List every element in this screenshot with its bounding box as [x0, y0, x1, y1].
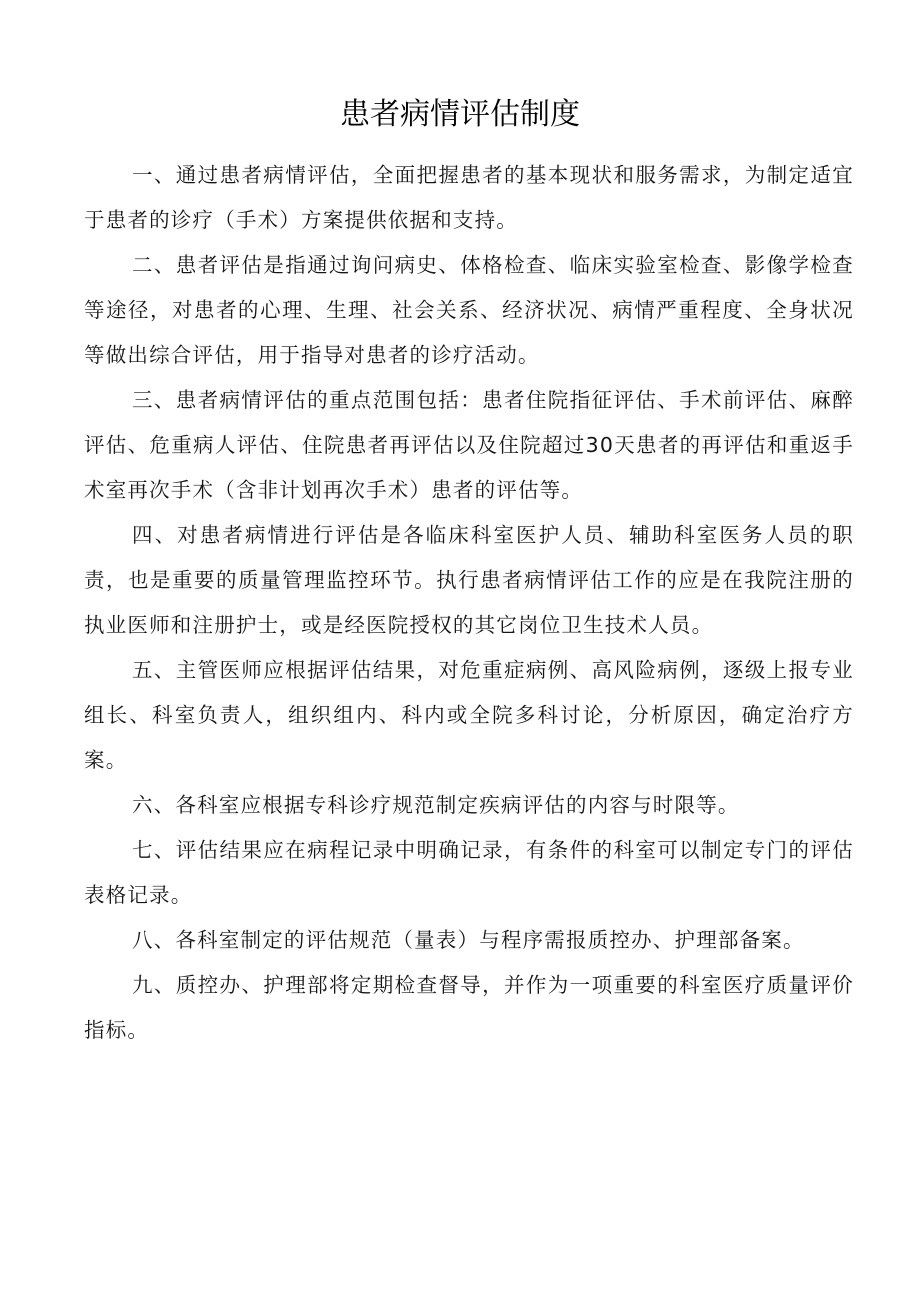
paragraph-6: 六、各科室应根据专科诊疗规范制定疾病评估的内容与时限等。 — [132, 793, 740, 817]
paragraph-8: 八、各科室制定的评估规范（量表）与程序需报质控办、护理部备案。 — [132, 928, 805, 952]
paragraph-9: 九、质控办、护理部将定期检查督导，并作为一项重要的科室医疗质量评价指标。 — [84, 973, 854, 1042]
document-body — [84, 153, 854, 1053]
paragraph-5: 五、主管医师应根据评估结果，对危重症病例、高风险病例，逐级上报专业组长、科室负责人，组织组内、科内或全院多科讨论，分析原因，确定治疗方案。 — [84, 658, 854, 772]
paragraph-3: 三、患者病情评估的重点范围包括：患者住院指征评估、手术前评估、麻醉评估、危重病人评估、住院患者再评估以及住院超过30天患者的再评估和重返手术室再次手术（含非计划再次手术）患者的评估等。 — [84, 388, 854, 502]
paragraph-4: 四、对患者病情进行评估是各临床科室医护人员、辅助科室医务人员的职责，也是重要的质量管理监控环节。执行患者病情评估工作的应是在我院注册的执业医师和注册护士，或是经医院授权的其它岗位卫生技术人员。 — [84, 523, 854, 637]
paragraph-2: 二、患者评估是指通过询问病史、体格检查、临床实验室检查、影像学检查等途径，对患者的心理、生理、社会关系、经济状况、病情严重程度、全身状况等做出综合评估，用于指导对患者的诊疗活动。 — [84, 253, 854, 367]
paragraph-1: 一、通过患者病情评估，全面把握患者的基本现状和服务需求，为制定适宜于患者的诊疗（手术）方案提供依据和支持。 — [84, 163, 854, 232]
document-title: 患者病情评估制度 — [340, 97, 580, 132]
paragraph-7: 七、评估结果应在病程记录中明确记录，有条件的科室可以制定专门的评估表格记录。 — [84, 838, 854, 907]
